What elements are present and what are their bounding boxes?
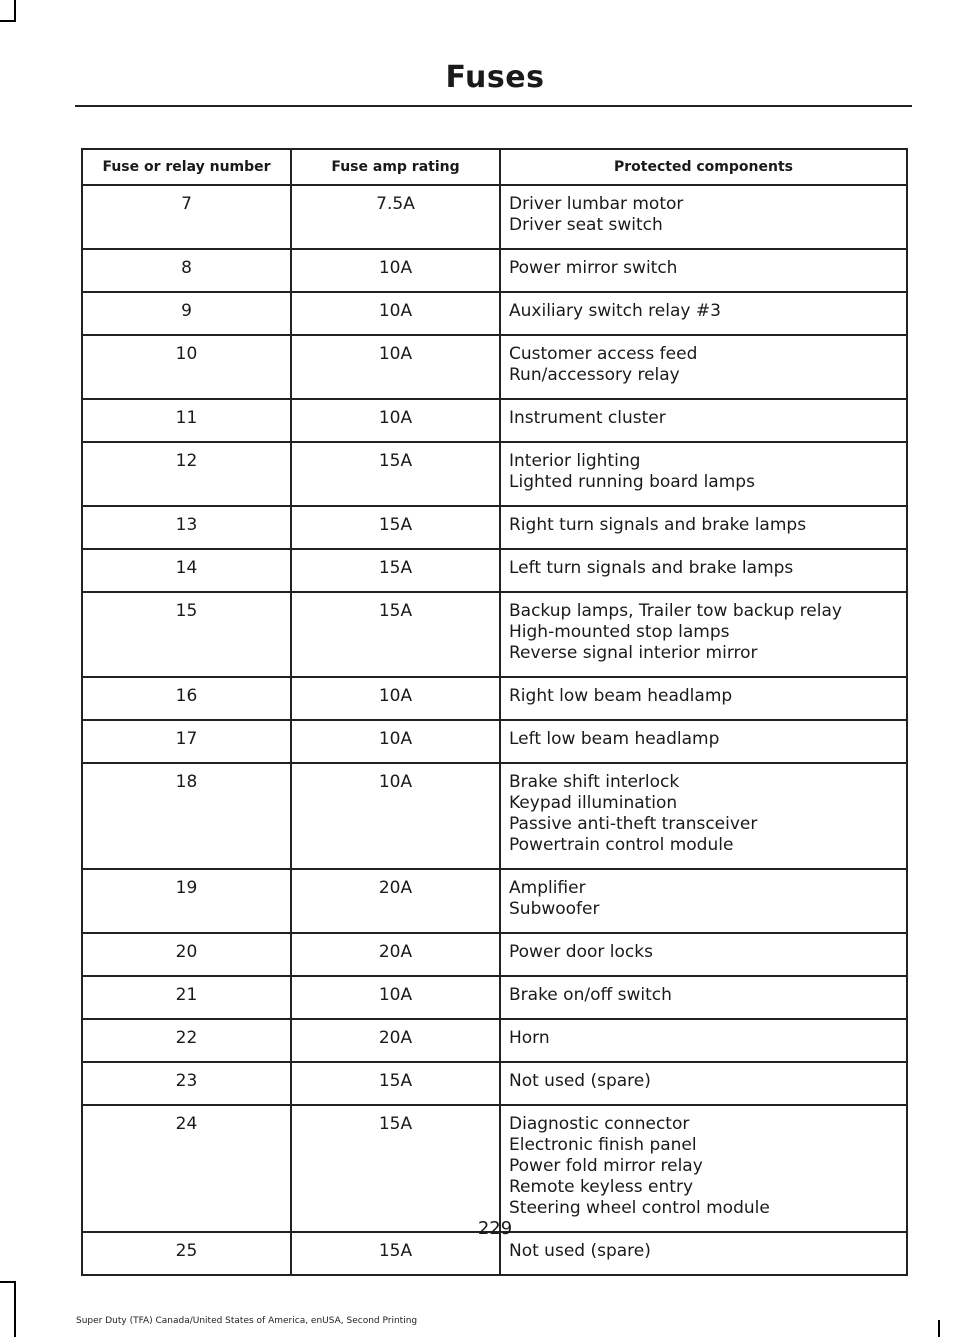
component-item: Right turn signals and brake lamps xyxy=(509,515,807,535)
component-item: Left low beam headlamp xyxy=(509,729,720,749)
amp-rating-cell: 10A xyxy=(291,292,500,335)
component-item: Driver lumbar motor xyxy=(509,194,684,214)
fuse-number-cell: 14 xyxy=(82,549,291,592)
fuse-number-cell: 11 xyxy=(82,399,291,442)
amp-rating-cell: 20A xyxy=(291,933,500,976)
amp-rating-cell: 10A xyxy=(291,399,500,442)
protected-components-cell xyxy=(500,399,907,442)
crop-mark-top-left-horizontal xyxy=(0,20,16,22)
protected-components-cell xyxy=(500,249,907,292)
amp-rating-cell: 10A xyxy=(291,677,500,720)
amp-rating-cell: 15A xyxy=(291,549,500,592)
crop-mark-top-left-vertical xyxy=(14,0,16,22)
fuse-number-cell: 10 xyxy=(82,335,291,399)
table-row xyxy=(82,249,907,292)
fuse-number-cell: 18 xyxy=(82,763,291,869)
footer-text: Super Duty (TFA) Canada/United States of America, enUSA, Second Printing xyxy=(76,1316,418,1326)
amp-rating-cell: 10A xyxy=(291,335,500,399)
protected-components-cell xyxy=(500,677,907,720)
component-item: Interior lighting xyxy=(509,451,641,471)
component-item: Not used (spare) xyxy=(509,1241,651,1261)
protected-components-cell xyxy=(500,592,907,677)
amp-rating-cell: 15A xyxy=(291,1062,500,1105)
component-item: High-mounted stop lamps xyxy=(509,622,730,642)
component-item: Steering wheel control module xyxy=(509,1198,770,1218)
protected-components-cell xyxy=(500,442,907,506)
component-item: Amplifier xyxy=(509,878,586,898)
crop-mark-bottom-right-vertical xyxy=(938,1320,940,1337)
page-number: 229 xyxy=(477,1218,513,1239)
component-item: Power mirror switch xyxy=(509,258,678,278)
component-item: Not used (spare) xyxy=(509,1071,651,1091)
component-item: Remote keyless entry xyxy=(509,1177,694,1197)
component-item: Electronic finish panel xyxy=(509,1135,697,1155)
component-item: Driver seat switch xyxy=(509,215,663,235)
component-item: Instrument cluster xyxy=(509,408,666,428)
component-item: Keypad illumination xyxy=(509,793,678,813)
fuse-number-cell: 7 xyxy=(82,185,291,249)
component-item: Brake on/off switch xyxy=(509,985,672,1005)
crop-mark-bottom-left-horizontal xyxy=(0,1281,16,1283)
table-row xyxy=(82,185,907,249)
protected-components-cell xyxy=(500,506,907,549)
table-row xyxy=(82,335,907,399)
fuse-number-cell: 17 xyxy=(82,720,291,763)
amp-rating-cell: 15A xyxy=(291,1232,500,1275)
protected-components-cell xyxy=(500,292,907,335)
table-row xyxy=(82,976,907,1019)
amp-rating-cell: 7.5A xyxy=(291,185,500,249)
fuse-number-cell: 12 xyxy=(82,442,291,506)
table-row xyxy=(82,720,907,763)
component-item: Reverse signal interior mirror xyxy=(509,643,758,663)
component-item: Passive anti-theft transceiver xyxy=(509,814,758,834)
fuse-number-cell: 22 xyxy=(82,1019,291,1062)
protected-components-cell xyxy=(500,976,907,1019)
fuse-number-cell: 13 xyxy=(82,506,291,549)
table-row xyxy=(82,869,907,933)
protected-components-cell xyxy=(500,1019,907,1062)
table-row xyxy=(82,292,907,335)
column-header-amp-rating: Fuse amp rating xyxy=(291,149,500,185)
fuse-number-cell: 15 xyxy=(82,592,291,677)
amp-rating-cell: 10A xyxy=(291,763,500,869)
amp-rating-cell: 10A xyxy=(291,249,500,292)
table-row xyxy=(82,592,907,677)
component-item: Left turn signals and brake lamps xyxy=(509,558,794,578)
protected-components-cell xyxy=(500,720,907,763)
amp-rating-cell: 15A xyxy=(291,506,500,549)
amp-rating-cell: 10A xyxy=(291,976,500,1019)
fuse-number-cell: 25 xyxy=(82,1232,291,1275)
fuse-number-cell: 9 xyxy=(82,292,291,335)
table-row xyxy=(82,1105,907,1232)
amp-rating-cell: 10A xyxy=(291,720,500,763)
fuse-number-cell: 20 xyxy=(82,933,291,976)
protected-components-cell xyxy=(500,1105,907,1232)
title-divider xyxy=(75,105,912,107)
column-header-protected-components: Protected components xyxy=(500,149,907,185)
table-row xyxy=(82,549,907,592)
protected-components-cell xyxy=(500,763,907,869)
component-item: Powertrain control module xyxy=(509,835,734,855)
component-item: Power fold mirror relay xyxy=(509,1156,703,1176)
fuse-number-cell: 21 xyxy=(82,976,291,1019)
protected-components-cell xyxy=(500,933,907,976)
fuse-number-cell: 24 xyxy=(82,1105,291,1232)
protected-components-cell xyxy=(500,549,907,592)
protected-components-cell xyxy=(500,869,907,933)
component-item: Run/accessory relay xyxy=(509,365,680,385)
table-row xyxy=(82,677,907,720)
component-item: Brake shift interlock xyxy=(509,772,680,792)
protected-components-cell xyxy=(500,1062,907,1105)
amp-rating-cell: 15A xyxy=(291,592,500,677)
table-row xyxy=(82,1062,907,1105)
fuse-number-cell: 16 xyxy=(82,677,291,720)
amp-rating-cell: 15A xyxy=(291,1105,500,1232)
fuse-table xyxy=(81,148,908,1276)
amp-rating-cell: 15A xyxy=(291,442,500,506)
table-row xyxy=(82,1019,907,1062)
table-header-row xyxy=(82,149,907,185)
component-item: Auxiliary switch relay #3 xyxy=(509,301,721,321)
component-item: Horn xyxy=(509,1028,550,1048)
component-item: Customer access feed xyxy=(509,344,698,364)
table-row xyxy=(82,399,907,442)
component-item: Right low beam headlamp xyxy=(509,686,733,706)
column-header-fuse-number: Fuse or relay number xyxy=(82,149,291,185)
fuse-table-body xyxy=(82,185,907,1275)
table-row xyxy=(82,763,907,869)
table-row xyxy=(82,933,907,976)
page-title: Fuses xyxy=(445,60,545,95)
component-item: Lighted running board lamps xyxy=(509,472,755,492)
fuse-number-cell: 23 xyxy=(82,1062,291,1105)
component-item: Power door locks xyxy=(509,942,653,962)
amp-rating-cell: 20A xyxy=(291,869,500,933)
amp-rating-cell: 20A xyxy=(291,1019,500,1062)
crop-mark-bottom-left-vertical xyxy=(14,1281,16,1337)
component-item: Subwoofer xyxy=(509,899,600,919)
protected-components-cell xyxy=(500,335,907,399)
component-item: Backup lamps, Trailer tow backup relay xyxy=(509,601,842,621)
fuse-number-cell: 8 xyxy=(82,249,291,292)
table-row xyxy=(82,506,907,549)
component-item: Diagnostic connector xyxy=(509,1114,690,1134)
fuse-number-cell: 19 xyxy=(82,869,291,933)
protected-components-cell xyxy=(500,185,907,249)
table-row xyxy=(82,442,907,506)
